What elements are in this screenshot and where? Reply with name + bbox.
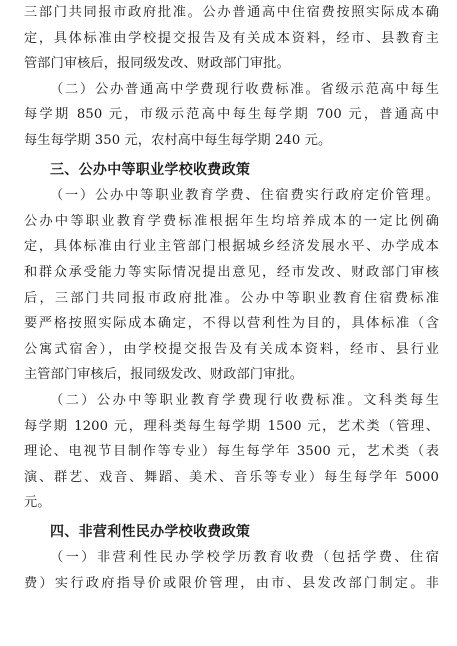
text-line: 元。 (24, 495, 51, 511)
paragraph-intro-continuation (24, 0, 439, 77)
text-line: 和群众承受能力等实际情况提出意见，经市发改、财政部门审核 (24, 264, 439, 280)
text-line: （一）公办中等职业教育学费、住宿费实行政府定价管理。 (50, 188, 439, 204)
text-line: （二）公办中等职业教育学费现行收费标准。文科类每生 (50, 392, 439, 408)
text-line: （二）公办普通高中学费现行收费标准。省级示范高中每生 (50, 81, 439, 97)
section-heading-private-schools: 四、非营利性民办学校收费政策 (50, 523, 251, 540)
paragraph-private-schools (24, 545, 439, 596)
text-line: 主管部门审核后，报同级发改、财政部门审批。 (24, 367, 304, 383)
text-line: 后，三部门共同报市政府批准。公办中等职业教育住宿费标准 (24, 290, 439, 306)
text-line: 每生每学期 350 元，农村高中每生每学期 240 元。 (24, 132, 332, 148)
text-line: 每学期 1200 元，理科类每生每学期 1500 元，艺术类（管理、 (24, 418, 439, 434)
text-line: 三部门共同报市政府批准。公办普通高中住宿费按照实际成本确 (24, 5, 439, 20)
text-line: 定，具体标准由行业主管部门根据城乡经济发展水平、办学成本 (24, 239, 439, 255)
text-line: 费）实行政府指导价或限价管理，由市、县发改部门制定。非 (24, 576, 439, 592)
text-line: 演、群艺、戏音、舞蹈、美术、音乐等专业）每生每学年 5000 (24, 469, 439, 485)
paragraph-high-school-fees (24, 77, 439, 154)
paragraph-vocational-fees (24, 388, 439, 516)
text-line: （一）非营利性民办学校学历教育收费（包括学费、住宿 (50, 550, 439, 566)
text-line: 公办中等职业教育学费标准根据年生均培养成本的一定比例确 (24, 213, 439, 229)
paragraph-vocational-pricing (24, 183, 439, 388)
text-line: 定，具体标准由学校提交报告及有关成本资料，经市、县教育主 (24, 30, 439, 46)
section-heading-vocational: 三、公办中等职业学校收费政策 (50, 161, 251, 178)
text-line: 管部门审核后，报同级发改、财政部门审批。 (24, 56, 290, 72)
text-line: 每学期 850 元，市级示范高中每生每学期 700 元，普通高中 (24, 107, 439, 123)
text-line: 公寓式宿舍），由学校提交报告及有关成本资料，经市、县行业 (24, 341, 439, 357)
text-line: 理论、电视节目制作等专业）每生每学年 3500 元，艺术类（表 (24, 444, 439, 460)
text-line: 要严格按照实际成本确定，不得以营利性为目的，具体标准（含 (24, 316, 439, 332)
